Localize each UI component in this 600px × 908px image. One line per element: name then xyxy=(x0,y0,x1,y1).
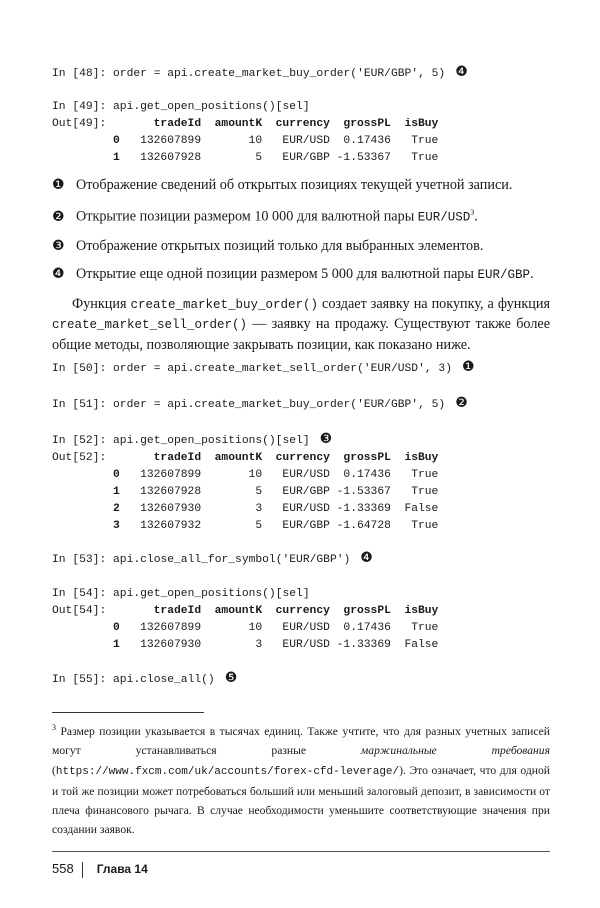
footnote-emphasis: маржинальные требования xyxy=(360,744,550,758)
out-prompt: Out[54]: xyxy=(52,605,107,618)
code-cell xyxy=(52,395,550,414)
footnote-link[interactable]: https://www.fxcm.com/uk/accounts/forex-cfd-leverage/ xyxy=(55,765,400,778)
out-prompt: Out[49]: xyxy=(52,118,107,130)
table-row xyxy=(52,518,550,535)
callout-text: Отображение сведений об открытых позициях текущей учетной записи. xyxy=(76,177,513,193)
code-text: In [54]: api.get_open_positions()[sel] xyxy=(52,588,310,601)
table-cell: -1.53367 xyxy=(336,486,391,499)
table-cell: 10 xyxy=(248,622,263,635)
table-cell: EUR/USD xyxy=(282,135,330,147)
table-row xyxy=(52,484,550,501)
table-cell: 132607930 xyxy=(140,639,202,652)
table-row xyxy=(52,467,550,484)
column-header: amountK xyxy=(214,605,263,618)
footnote-number: 3 xyxy=(52,723,56,733)
callout-item xyxy=(52,175,550,195)
table-cell: False xyxy=(404,503,439,516)
table-cell: EUR/USD xyxy=(282,503,330,516)
row-index: 3 xyxy=(113,520,120,533)
callout-marker: ❺ xyxy=(224,670,238,687)
table-cell: 132607928 xyxy=(140,486,202,499)
column-header: grossPL xyxy=(343,452,391,465)
code-cell xyxy=(52,64,550,83)
table-cell: True xyxy=(411,622,439,635)
table-cell: 5 xyxy=(255,152,263,164)
table-header-row xyxy=(52,603,550,620)
inline-code: create_market_buy_order() xyxy=(130,297,319,312)
callout-marker: ❹ xyxy=(52,265,65,282)
code-cell xyxy=(52,359,550,378)
code-input-line xyxy=(52,431,550,450)
callout-text: Отображение открытых позиций только для выбранных элементов. xyxy=(76,237,484,254)
table-row xyxy=(52,620,550,637)
table-cell: False xyxy=(404,639,439,652)
code-text: In [53]: api.close_all_for_symbol('EUR/GBP') xyxy=(52,554,351,567)
paragraph-text: создает заявку на покупку, а функция xyxy=(318,295,550,312)
table-cell: -1.33369 xyxy=(336,639,391,652)
table-cell: 132607899 xyxy=(140,469,202,482)
table-cell: 10 xyxy=(248,135,263,147)
callout-marker: ❹ xyxy=(455,64,468,80)
code-cell xyxy=(52,550,550,569)
callout-text: Открытие позиции размером 10 000 для валютной пары xyxy=(76,208,418,225)
column-header: tradeId xyxy=(153,118,202,130)
code-text: In [49]: api.get_open_positions()[sel] xyxy=(52,101,310,113)
code-text: In [55]: api.close_all() xyxy=(52,674,215,687)
table-cell: 132607899 xyxy=(140,135,202,147)
callout-text: . xyxy=(474,208,478,225)
code-blocks-bottom xyxy=(52,359,550,689)
code-input-line xyxy=(52,99,550,116)
code-blocks-top xyxy=(52,64,550,167)
callout-marker: ❷ xyxy=(455,395,468,412)
callout-list xyxy=(52,175,550,285)
row-index: 1 xyxy=(113,486,120,499)
code-text: In [52]: api.get_open_positions()[sel] xyxy=(52,435,310,448)
footnote xyxy=(52,718,550,839)
paragraph-text: — заявку на продажу. Существуют также более общие методы, позволяющие закрывать позиции, как показано ниже. xyxy=(52,316,550,353)
row-index: 2 xyxy=(113,503,120,516)
table-cell: -1.64728 xyxy=(336,520,391,533)
callout-marker: ❹ xyxy=(360,550,373,567)
footnote-text: Размер позиции указывается в тысячах единиц. Также учтите, что для разных учетных записей могут устанавливаться разные xyxy=(52,725,550,758)
code-input-line xyxy=(52,359,550,378)
code-text: In [50]: order = api.create_market_sell_order('EUR/USD', 3) xyxy=(52,363,452,376)
code-cell xyxy=(52,670,550,689)
column-header: tradeId xyxy=(153,605,202,618)
footnote-ref[interactable]: 3 xyxy=(470,208,475,217)
footer-divider xyxy=(52,851,550,852)
row-index: 0 xyxy=(113,135,120,147)
table-cell: EUR/GBP xyxy=(282,486,330,499)
column-header: isBuy xyxy=(404,605,439,618)
code-input-line xyxy=(52,395,550,414)
paragraph-text: Функция xyxy=(72,295,131,312)
column-header: amountK xyxy=(214,452,263,465)
table-cell: True xyxy=(411,135,439,147)
code-input-line xyxy=(52,670,550,689)
row-index: 1 xyxy=(113,639,120,652)
table-cell: 0.17436 xyxy=(343,622,391,635)
code-input-line xyxy=(52,64,550,83)
table-cell: EUR/GBP xyxy=(282,520,330,533)
callout-text: Открытие еще одной позиции размером 5 000 для валютной пары xyxy=(76,265,478,282)
callout-item xyxy=(52,264,550,285)
table-cell: EUR/USD xyxy=(282,469,330,482)
table-cell: 0.17436 xyxy=(343,469,391,482)
callout-marker: ❸ xyxy=(52,237,65,254)
table-header-row xyxy=(52,450,550,467)
table-cell: EUR/USD xyxy=(282,622,330,635)
callout-marker: ❸ xyxy=(319,431,333,448)
table-cell: -1.53367 xyxy=(336,152,391,164)
table-cell: 0.17436 xyxy=(343,135,391,147)
inline-code: create_market_sell_order() xyxy=(52,318,248,333)
out-prompt: Out[52]: xyxy=(52,452,107,465)
chapter-label: Глава 14 xyxy=(96,862,148,877)
table-cell: True xyxy=(411,520,439,533)
code-input-line xyxy=(52,550,550,569)
callout-marker: ❶ xyxy=(52,177,65,193)
code-text: In [48]: order = api.create_market_buy_order('EUR/GBP', 5) xyxy=(52,68,446,80)
callout-marker: ❷ xyxy=(52,208,65,225)
table-cell: 132607928 xyxy=(140,152,202,164)
page-number: 558 xyxy=(52,861,74,877)
body-paragraph xyxy=(52,295,550,356)
code-input-line xyxy=(52,586,550,603)
column-header: currency xyxy=(275,605,330,618)
column-header: amountK xyxy=(214,118,263,130)
code-text: In [51]: order = api.create_market_buy_order('EUR/GBP', 5) xyxy=(52,399,446,412)
table-cell: True xyxy=(411,469,439,482)
table-cell: True xyxy=(411,152,439,164)
column-header: tradeId xyxy=(153,452,202,465)
column-header: currency xyxy=(275,452,330,465)
column-header: isBuy xyxy=(404,118,439,130)
footnote-text: ( xyxy=(52,763,56,777)
table-cell: 132607899 xyxy=(140,622,202,635)
footnote-divider xyxy=(52,712,204,713)
footnote-text: ). Это означает, что для одной и той же позиции может потребоваться больший или меньший залоговый депозит, в зависимости от плеча финансового рычага. В случае необходимости уменьшите соответствующие значения при создании заявок. xyxy=(52,763,550,837)
table-row xyxy=(52,501,550,518)
callout-item xyxy=(52,236,550,256)
table-cell: 3 xyxy=(255,639,263,652)
code-cell xyxy=(52,586,550,654)
table-cell: EUR/GBP xyxy=(282,152,330,164)
table-cell: True xyxy=(411,486,439,499)
column-header: grossPL xyxy=(343,118,391,130)
inline-code: EUR/GBP xyxy=(477,267,530,282)
row-index: 1 xyxy=(113,152,120,164)
callout-text: . xyxy=(529,265,534,282)
table-cell: 5 xyxy=(255,486,263,499)
row-index: 0 xyxy=(113,469,120,482)
table-cell: 132607930 xyxy=(140,503,202,516)
table-cell: 5 xyxy=(255,520,263,533)
table-row xyxy=(52,133,550,150)
column-header: currency xyxy=(275,118,330,130)
code-cell xyxy=(52,431,550,535)
table-header-row xyxy=(52,116,550,133)
column-header: grossPL xyxy=(343,605,391,618)
table-cell: 132607932 xyxy=(140,520,202,533)
code-cell xyxy=(52,99,550,167)
column-header: isBuy xyxy=(404,452,439,465)
table-cell: 10 xyxy=(248,469,263,482)
callout-item xyxy=(52,203,550,228)
table-cell: 3 xyxy=(255,503,263,516)
table-cell: EUR/USD xyxy=(282,639,330,652)
row-index: 0 xyxy=(113,622,120,635)
table-row xyxy=(52,150,550,167)
inline-code: EUR/USD xyxy=(417,210,471,225)
table-cell: -1.33369 xyxy=(336,503,391,516)
callout-marker: ❶ xyxy=(461,359,475,376)
page-footer xyxy=(52,860,550,878)
table-row xyxy=(52,637,550,654)
